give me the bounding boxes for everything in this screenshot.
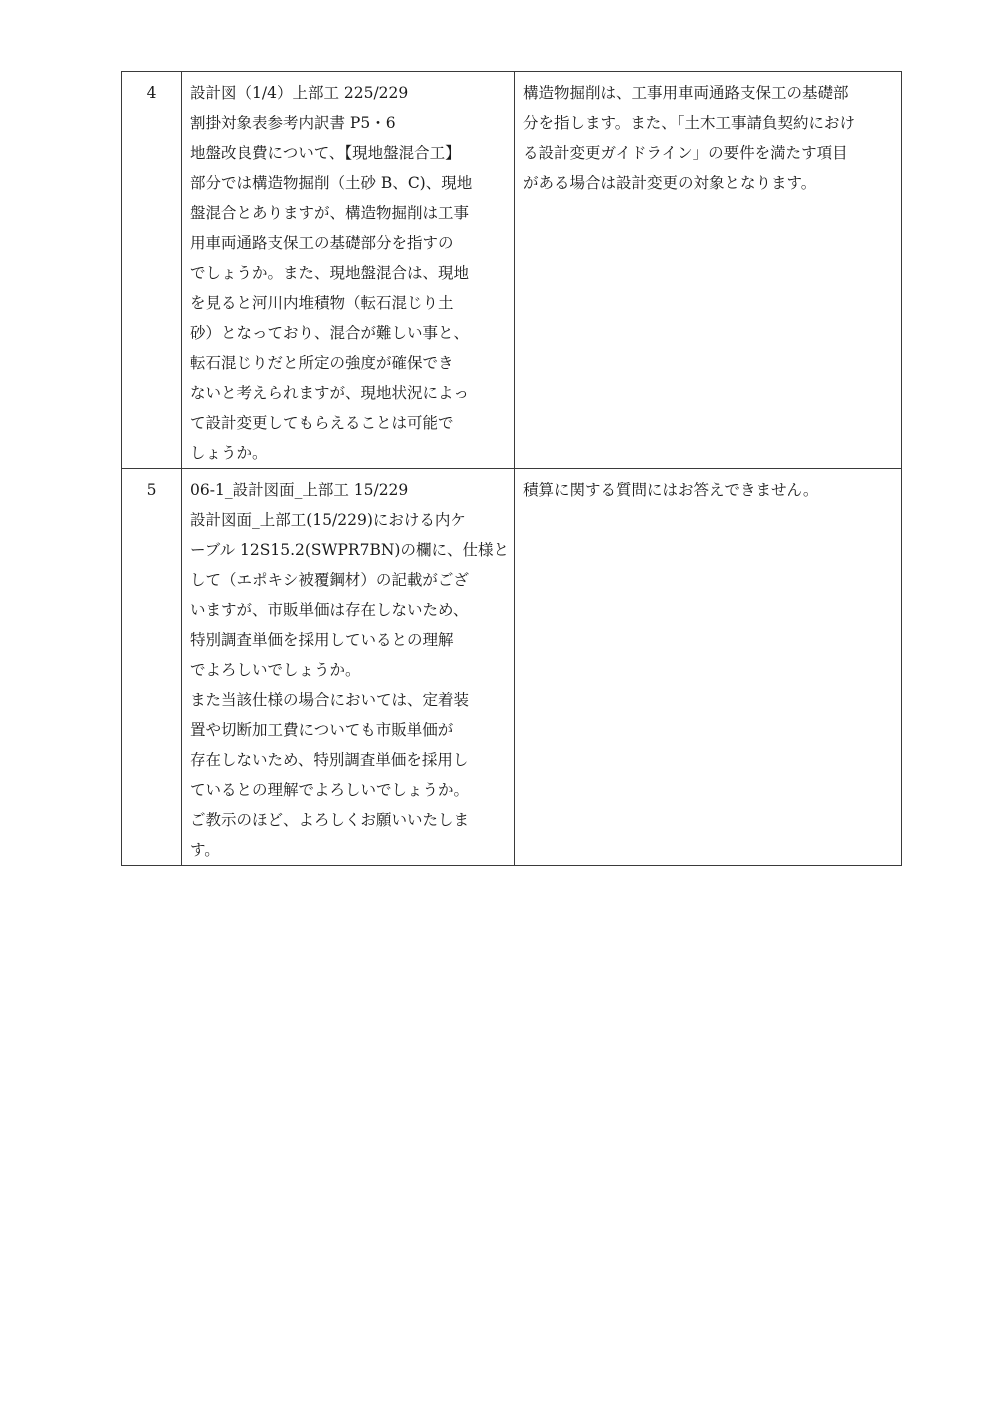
row-number: 4	[122, 72, 182, 469]
answer-cell	[515, 72, 902, 469]
answer-line: る設計変更ガイドライン」の要件を満たす項目	[523, 144, 848, 162]
question-line: ているとの理解でよろしいでしょうか。	[190, 781, 470, 799]
question-line: 存在しないため、特別調査単価を採用し	[190, 751, 469, 769]
question-line: 割掛対象表参考内訳書 P5・6	[190, 114, 396, 132]
question-line: いますが、市販単価は存在しないため、	[190, 601, 469, 619]
question-cell	[182, 72, 515, 469]
table-row	[122, 469, 902, 866]
answer-cell	[515, 469, 902, 866]
qa-table	[121, 71, 902, 866]
table-row	[122, 72, 902, 469]
row-number: 5	[122, 469, 182, 866]
question-line: ないと考えられますが、現地状況によっ	[190, 384, 470, 402]
question-line: ーブル 12S15.2(SWPR7BN)の欄に、仕様と	[190, 541, 509, 559]
question-line: 転石混じりだと所定の強度が確保でき	[190, 354, 454, 372]
question-line: 特別調査単価を採用しているとの理解	[190, 631, 454, 649]
question-line: 盤混合とありますが、構造物掘削は工事	[190, 204, 470, 222]
answer-line: がある場合は設計変更の対象となります。	[523, 174, 817, 192]
answer-line: 積算に関する質問にはお答えできません。	[523, 481, 819, 499]
question-line: を見ると河川内堆積物（転石混じり土	[190, 294, 454, 312]
question-line: また当該仕様の場合においては、定着装	[190, 691, 470, 709]
question-line: す。	[190, 841, 220, 859]
question-line: 部分では構造物掘削（土砂 B、C)、現地	[190, 174, 473, 192]
question-line: 地盤改良費について、【現地盤混合工】	[190, 144, 461, 162]
question-line: 設計図面_上部工(15/229)における内ケ	[190, 511, 466, 529]
question-line: でしょうか。また、現地盤混合は、現地	[190, 264, 470, 282]
question-line: でよろしいでしょうか。	[190, 661, 361, 679]
question-line: して（エポキシ被覆鋼材）の記載がござ	[190, 571, 469, 589]
question-line: ご教示のほど、よろしくお願いいたしま	[190, 811, 470, 829]
question-line: 設計図（1/4）上部工 225/229	[190, 84, 409, 102]
question-line: 置や切断加工費についても市販単価が	[190, 721, 454, 739]
answer-line: 分を指します。また、「土木工事請負契約におけ	[523, 114, 856, 132]
answer-line: 構造物掘削は、工事用車両通路支保工の基礎部	[523, 84, 849, 102]
question-line: しょうか。	[190, 444, 268, 462]
question-line: て設計変更してもらえることは可能で	[190, 414, 454, 432]
question-line: 06-1_設計図面_上部工 15/229	[190, 481, 409, 499]
question-line: 用車両通路支保工の基礎部分を指すの	[190, 234, 454, 252]
question-cell	[182, 469, 515, 866]
question-line: 砂）となっており、混合が難しい事と、	[190, 324, 470, 342]
